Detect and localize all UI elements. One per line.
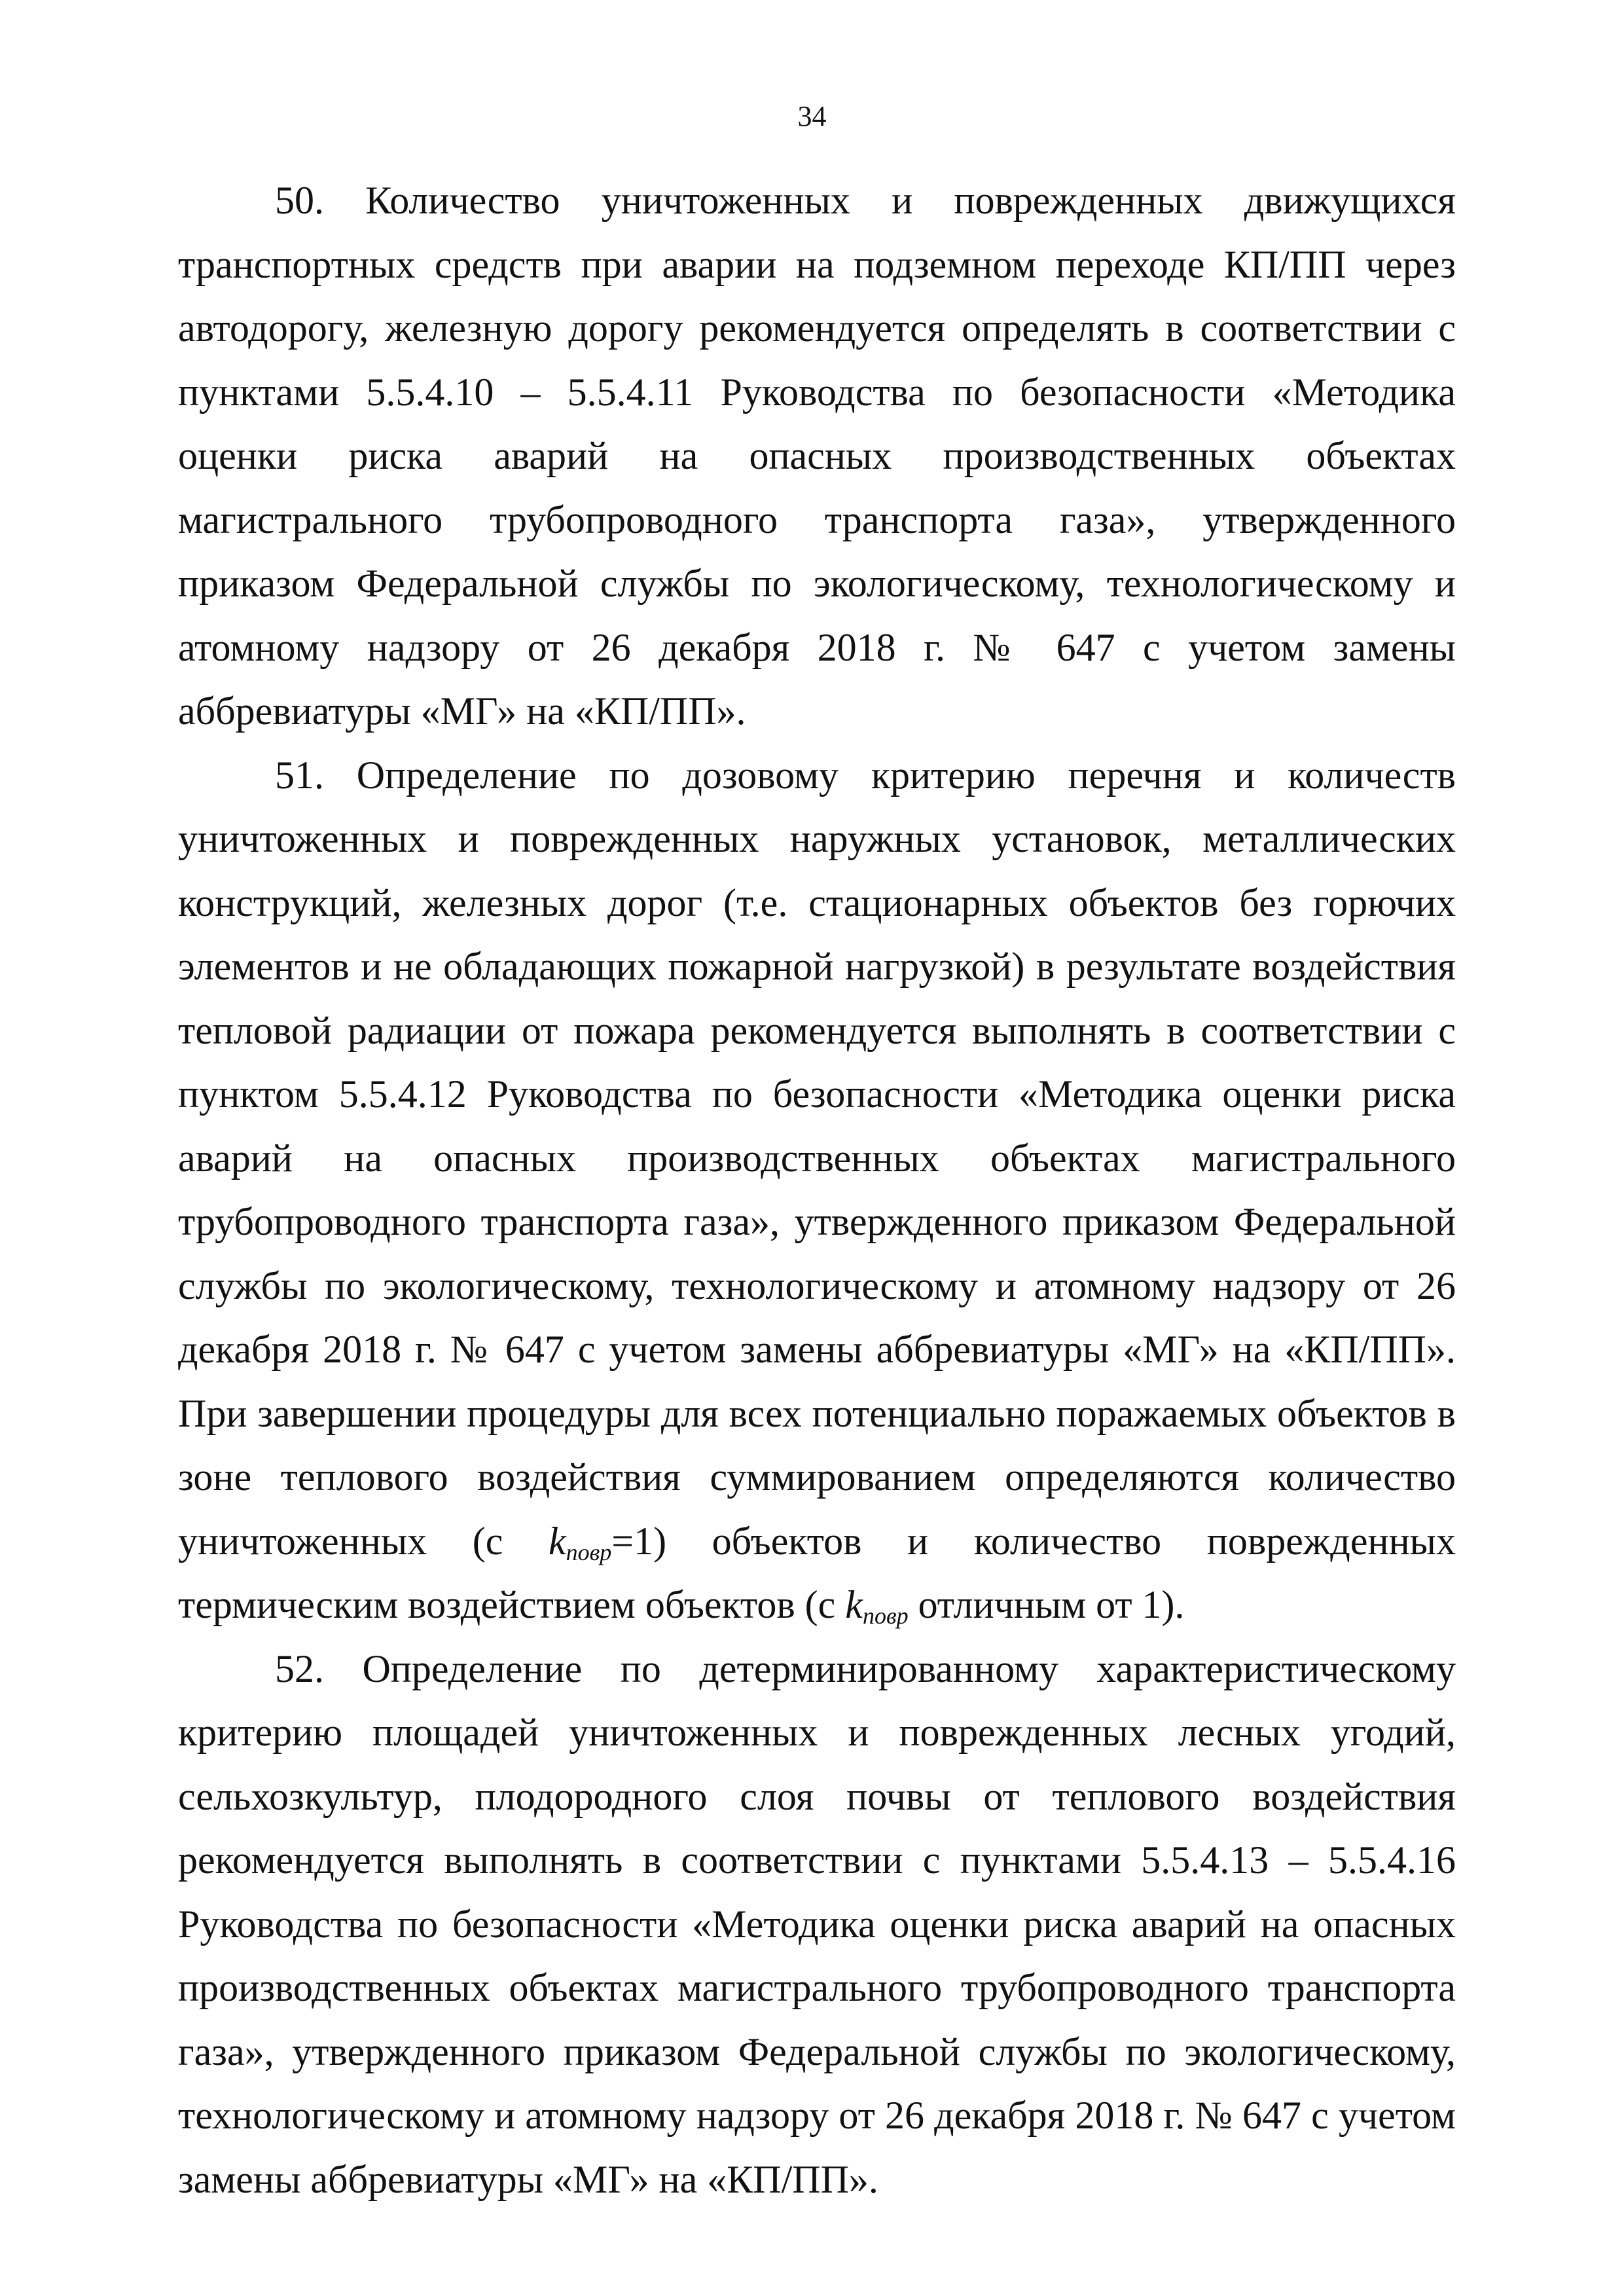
- paragraph-50: 50. Количество уничтоженных и поврежденных движущихся транспортных средств при аварии на подземном переходе КП/ПП через автодорогу, железную дорогу рекомендуется определять в соответствии с пунктами 5.5.4.10 – 5.5.4.11 Руководства по безопасности «Методика оценки риска аварий на опасных производственных объектах магистрального трубопроводного транспорта газа», утвержденного приказом Федеральной службы по экологическому, технологическому и атомному надзору от 26 декабря 2018 г. № 647 с учетом замены аббревиатуры «МГ» на «КП/ПП».: [178, 179, 1456, 733]
- paragraph-51-text-main: 51. Определение по дозовому критерию перечня и количеств уничтоженных и поврежденных наружных установок, металлических конструкций, железных дорог (т.е. стационарных объектов без горючих элементов и не обладающих пожарной нагрузкой) в результате воздействия тепловой радиации от пожара рекомендуется выполнять в соответствии с пунктом 5.5.4.12 Руководства по безопасности «Методика оценки риска аварий на опасных производственных объектах магистрального трубопроводного транспорта газа», утвержденного приказом Федеральной службы по экологическому, технологическому и атомному надзору от 26 декабря 2018 г. № 647 с учетом замены аббревиатуры «МГ» на «КП/ПП». При завершении процедуры для всех потенциально поражаемых объектов в зоне теплового воздействия суммированием определяются количество уничтоженных (с: [178, 753, 1456, 1563]
- k-povr-subscript: повр: [566, 1539, 612, 1565]
- paragraph-52: 52. Определение по детерминированному характеристическому критерию площадей уничтоженных и поврежденных лесных угодий, сельхозкультур, плодородного слоя почвы от теплового воздействия рекомендуется выполнять в соответствии с пунктами 5.5.4.13 – 5.5.4.16 Руководства по безопасности «Методика оценки риска аварий на опасных производственных объектах магистрального трубопроводного транспорта газа», утвержденного приказом Федеральной службы по экологическому, технологическому и атомному надзору от 26 декабря 2018 г. № 647 с учетом замены аббревиатуры «МГ» на «КП/ПП».: [178, 1647, 1456, 2201]
- paragraph-51: [178, 744, 1456, 1637]
- k-povr-symbol-second: $k_{повр}$: [845, 1583, 909, 1629]
- k-povr-subscript-second: повр: [862, 1603, 909, 1629]
- page-number: 34: [797, 100, 827, 132]
- paragraph-51-text-after-k1: =1) объектов и количество поврежденных термическим воздействием объектов (с: [178, 1519, 1456, 1626]
- k-povr-symbol: $k_{повр}$: [548, 1519, 612, 1565]
- paragraph-51-text-end: отличным от 1).: [908, 1583, 1185, 1626]
- document-body: [178, 169, 1456, 2212]
